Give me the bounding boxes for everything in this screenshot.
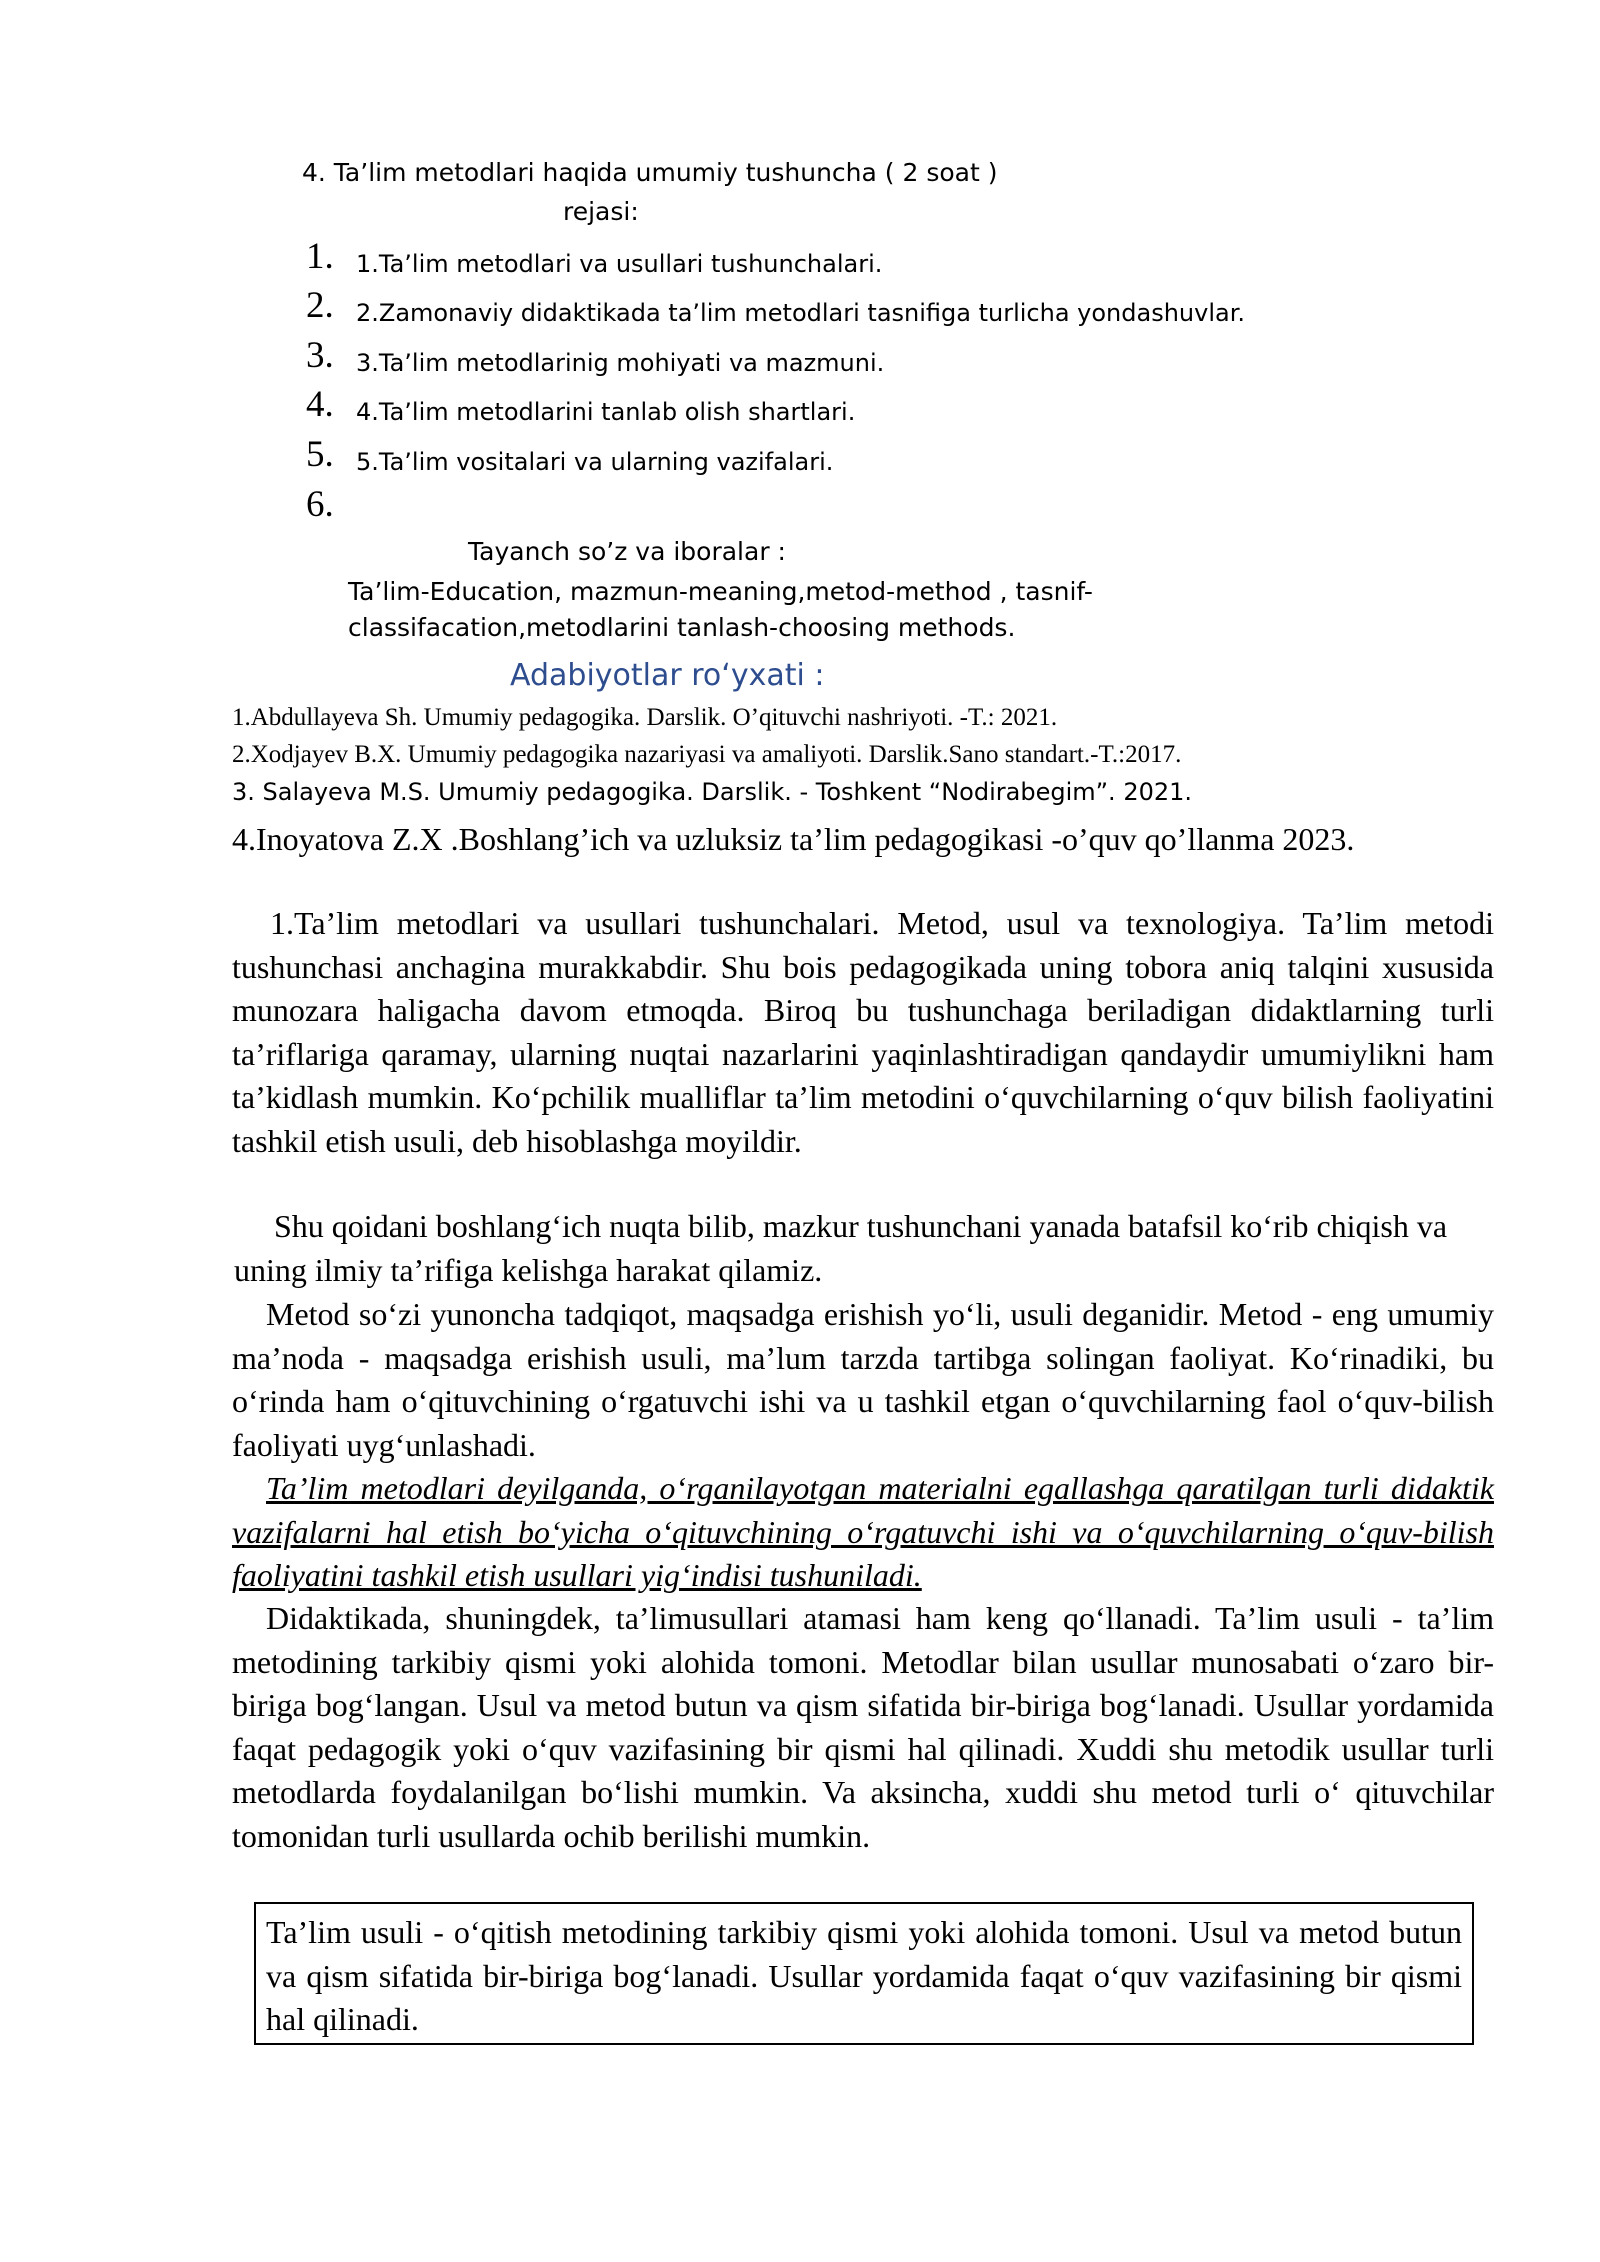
reference-item: 1.Abdullayeva Sh. Umumiy pedagogika. Darslik. O’qituvchi nashriyoti. -T.: 2021. bbox=[232, 704, 1058, 731]
plan-item-number: 3. bbox=[306, 335, 334, 376]
keywords-heading: Tayanch so’z va iboralar : bbox=[468, 537, 786, 566]
body-paragraph: Didaktikada, shuningdek, ta’limusullari atamasi ham keng qo‘llanadi. Ta’lim usuli - ta’lim metodining tarkibiy qismi yoki alohida tomoni. Metodlar bilan usullar munosabati o‘zaro bir-biriga bog‘langan. Usul va metod butun va qism sifatida bir-biriga bog‘lanadi. Usullar yordamida faqat pedagogik yoki o‘quv vazifasining bir qismi hal qilinadi. Xuddi shu metodik usullar turli metodlarda foydalanilgan bo‘lishi mumkin. Va aksincha, xuddi shu metod turli o‘ qituvchilar tomonidan turli usullarda ochib berilishi mumkin. bbox=[232, 1600, 1494, 1854]
definition-paragraph: Ta’lim metodlari deyilganda, o‘rganilayotgan materialni egallashga qaratilgan turli didaktik vazifalarni hal etish bo‘yicha o‘qituvchining o‘rgatuvchi ishi va o‘quvchilarning o‘quv-bilish faoliyatini tashkil etish usullari yig‘indisi tushuniladi. bbox=[232, 1470, 1494, 1593]
plan-item-number: 1. bbox=[306, 236, 334, 277]
body-paragraph: 1.Ta’lim metodlari va usullari tushunchalari. Metod, usul va texnologiya. Ta’lim metodi tushunchasi anchagina murakkabdir. Shu bois pedagogikada uning tobora aniq talqini xususida munozara haligacha davom etmoqda. Biroq bu tushunchaga beriladigan didaktlarning turli ta’riflariga qaramay, ularning nuqtai nazarlarini yaqinlashtiradigan qandaydir umumiylikni ham ta’kidlash mumkin. Ko‘pchilik mualliflar ta’lim metodini o‘quvchilarning o‘quv bilish faoliyatini tashkil etish usuli, deb hisoblashga moyildir. bbox=[232, 905, 1494, 1159]
plan-item-text: 2.Zamonaviy didaktikada ta’lim metodlari tasnifiga turlicha yondashuvlar. bbox=[356, 299, 1245, 327]
lecture-title: 4. Ta’lim metodlari haqida umumiy tushuncha ( 2 soat ) bbox=[302, 158, 998, 187]
body-paragraph: Metod so‘zi yunoncha tadqiqot, maqsadga erishish yo‘li, usuli deganidir. Metod - eng umumiy ma’noda - maqsadga erishish usuli, ma’lum tarzda tartibga solingan faoliyat. Ko‘rinadiki, bu o‘rinda ham o‘qituvchining o‘rgatuvchi ishi va u tashkil etgan o‘quvchilarning faol o‘quv-bilish faoliyati uyg‘unlashadi. bbox=[232, 1296, 1494, 1463]
plan-item-text: 5.Ta’lim vositalari va ularning vazifalari. bbox=[356, 448, 834, 476]
body-paragraph: Shu qoidani boshlang‘ich nuqta bilib, mazkur tushunchani yanada batafsil ko‘rib chiqish va uning ilmiy ta’rifiga kelishga harakat qilamiz. bbox=[234, 1208, 1448, 1288]
keywords-text: Ta’lim-Education, mazmun-meaning,metod-method , tasnif-classifacation,metodlarini tanlash-choosing methods. bbox=[348, 577, 1093, 642]
plan-item-text: 1.Ta’lim metodlari va usullari tushunchalari. bbox=[356, 250, 883, 278]
plan-item-number: 2. bbox=[306, 285, 334, 326]
plan-item-number: 6. bbox=[306, 484, 334, 525]
plan-item-number: 4. bbox=[306, 384, 334, 425]
references-heading: Adabiyotlar ro‘yxati : bbox=[510, 658, 825, 693]
plan-item-text: 3.Ta’lim metodlarinig mohiyati va mazmuni. bbox=[356, 349, 885, 377]
reference-item: 3. Salayeva M.S. Umumiy pedagogika. Darslik. - Toshkent “Nodirabegim”. 2021. bbox=[232, 778, 1193, 806]
plan-label: rejasi: bbox=[563, 197, 639, 226]
boxed-definition: Ta’lim usuli - o‘qitish metodining tarkibiy qismi yoki alohida tomoni. Usul va metod butun va qism sifatida bir-biriga bog‘lanadi. Usullar yordamida faqat o‘quv vazifasining bir qismi hal qilinadi. bbox=[254, 1902, 1474, 2045]
reference-item: 4.Inoyatova Z.X .Boshlang’ich va uzluksiz ta’lim pedagogikasi -o’quv qo’llanma 2023. bbox=[232, 821, 1355, 857]
plan-item-number: 5. bbox=[306, 434, 334, 475]
plan-item-text: 4.Ta’lim metodlarini tanlab olish shartlari. bbox=[356, 398, 856, 426]
reference-item: 2.Xodjayev B.X. Umumiy pedagogika nazariyasi va amaliyoti. Darslik.Sano standart.-T.:2017. bbox=[232, 741, 1182, 768]
